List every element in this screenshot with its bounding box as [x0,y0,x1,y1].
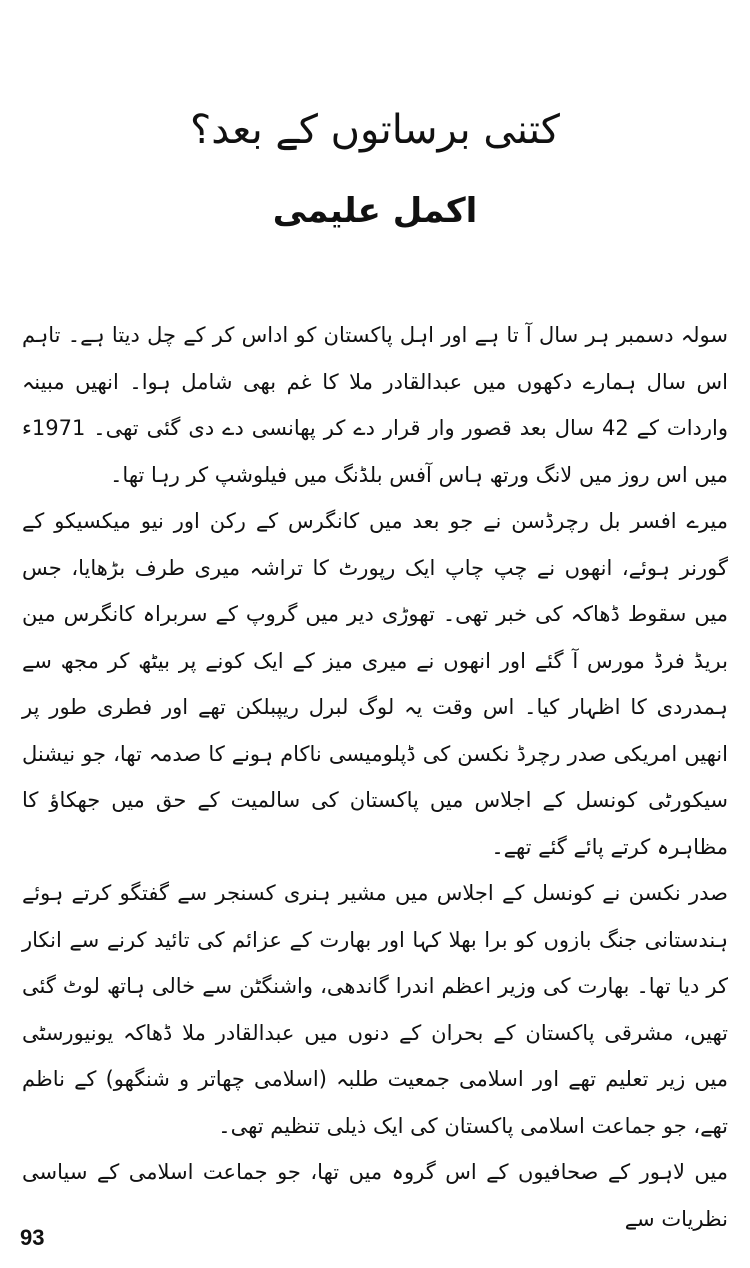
paragraph-2: میرے افسر بل رچرڈسن نے جو بعد میں کانگرس کے رکن اور نیو میکسیکو کے گورنر ہوئے، انھوں نے چپ چاپ ایک رپورٹ کا تراشہ میری طرف بڑھایا، جس میں سقوط ڈھاکہ کی خبر تھی۔ تھوڑی دیر میں گروپ کے سربراہ کانگرس مین بریڈ فرڈ مورس آ گئے اور انھوں نے میری میز کے ایک کونے پر بیٹھ کر مجھ سے ہمدردی کا اظہار کیا۔ اس وقت یہ لوگ لبرل ریپبلکن تھے اور فطری طور پر انھیں امریکی صدر رچرڈ نکسن کی ڈپلومیسی ناکام ہونے کا صدمہ تھا، جو نیشنل سیکورٹی کونسل کے اجلاس میں پاکستان کی سالمیت کے حق میں جھکاؤ کا مظاہرہ کرتے پائے گئے تھے۔ [22,509,728,859]
paragraph-3: صدر نکسن نے کونسل کے اجلاس میں مشیر ہنری کسنجر سے گفتگو کرتے ہوئے ہندستانی جنگ بازوں کو برا بھلا کہا اور بھارت کے عزائم کی تائید کرنے سے انکار کر دیا تھا۔ بھارت کی وزیر اعظم اندرا گاندھی، واشنگٹن سے خالی ہاتھ لوٹ گئی تھیں، مشرقی پاکستان کے بحران کے دنوں میں عبدالقادر ملا ڈھاکہ یونیورسٹی میں زیر تعلیم تھے اور اسلامی جمعیت طلبہ (اسلامی چھاتر و شنگھو) کے ناظم تھے، جو جماعت اسلامی پاکستان کی ایک ذیلی تنظیم تھی۔ [22,881,728,1138]
paragraph-1: سولہ دسمبر ہر سال آ تا ہے اور اہل پاکستان کو اداس کر کے چل دیتا ہے۔ تاہم اس سال ہمارے دکھوں میں عبدالقادر ملا کا غم بھی شامل ہوا۔ انھیں مبینہ واردات کے 42 سال بعد قصور وار قرار دے کر پھانسی دے دی گئی تھی۔ 1971ء میں اس روز میں لانگ ورتھ ہاس آفس بلڈنگ میں فیلوشپ کر رہا تھا۔ [22,323,728,487]
article-body [22,312,728,1242]
author-name: اکمل علیمی [272,191,478,231]
page-number: 93 [20,1225,45,1250]
paragraph-4: میں لاہور کے صحافیوں کے اس گروہ میں تھا، جو جماعت اسلامی کے سیاسی نظریات سے [22,1160,728,1231]
article-title: کتنی برساتوں کے بعد؟ [190,107,560,153]
